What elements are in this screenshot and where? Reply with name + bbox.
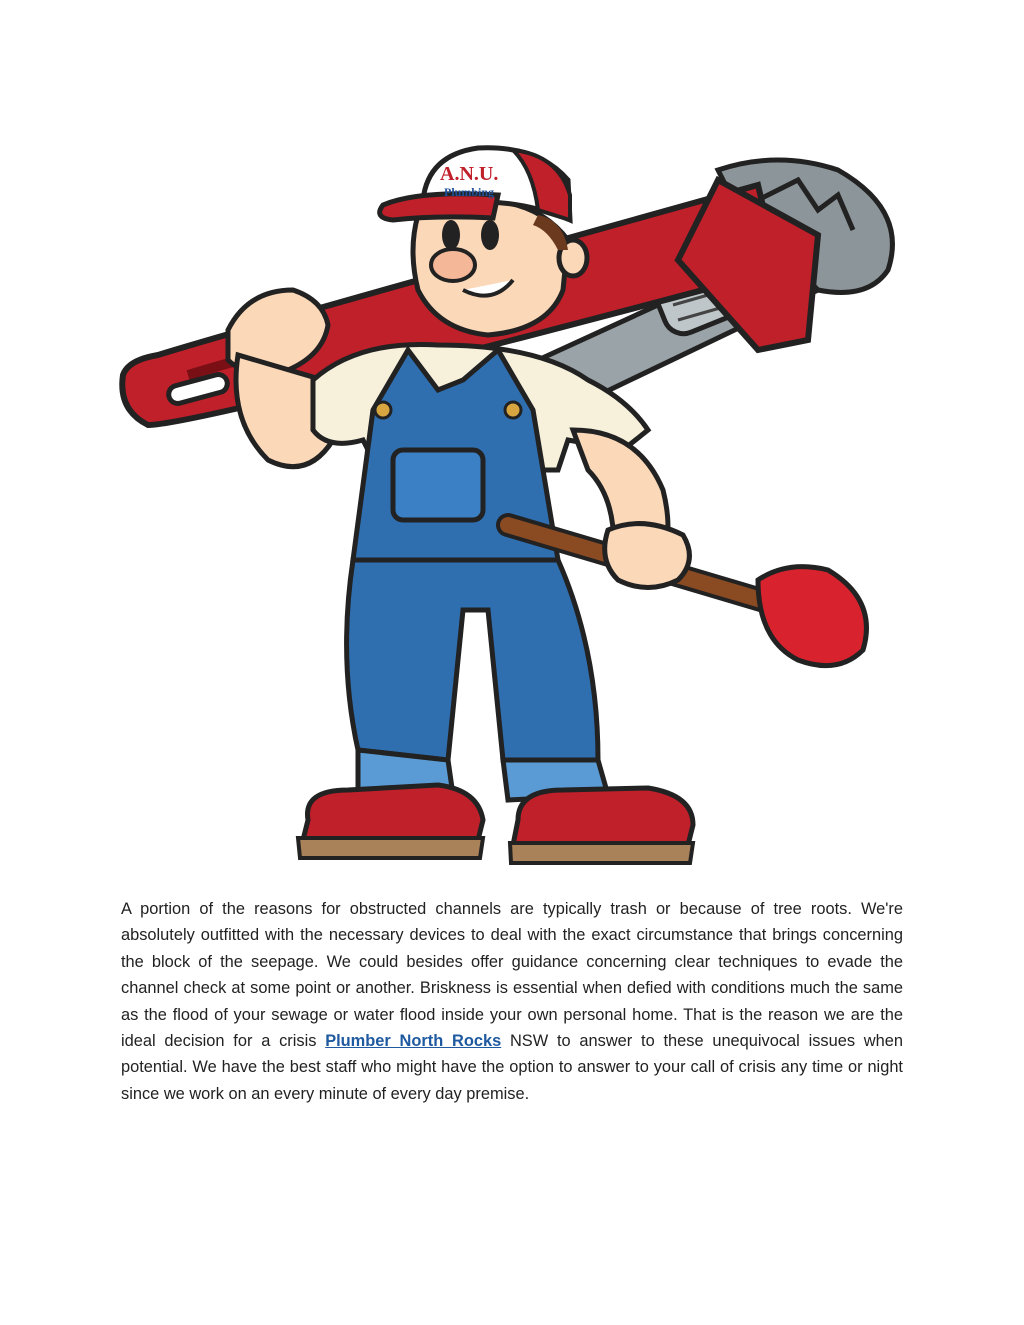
cap-logo-line1: A.N.U.	[440, 163, 499, 185]
paragraph-text-after-link: NSW to answer to these unequivocal issues when potential. We have the best staff who might have the option to answer to your call of crisis any time or night since we work on an every minute of every day premise.	[121, 1032, 903, 1103]
plumber-cartoon-svg	[118, 140, 908, 875]
article-paragraph	[121, 896, 903, 1107]
plumber-north-rocks-link[interactable]: Plumber North Rocks	[325, 1032, 502, 1051]
right-hand	[605, 524, 690, 588]
paragraph-text-before-link: A portion of the reasons for obstructed channels are typically trash or because of tree roots. We're absolutely outfitted with the necessary devices to deal with the exact circumstance that brings concerning the block of the seepage. We could besides offer guidance concerning clear techniques to evade the channel check at some point or another. Briskness is essential when defied with conditions much the same as the flood of your sewage or water flood inside your own personal home. That is the reason we are the ideal decision for a crisis	[121, 900, 903, 1051]
cap-logo-line2: Plumbing	[444, 185, 495, 199]
boots	[298, 785, 693, 863]
plumber-illustration	[118, 140, 908, 875]
cap	[380, 148, 570, 220]
